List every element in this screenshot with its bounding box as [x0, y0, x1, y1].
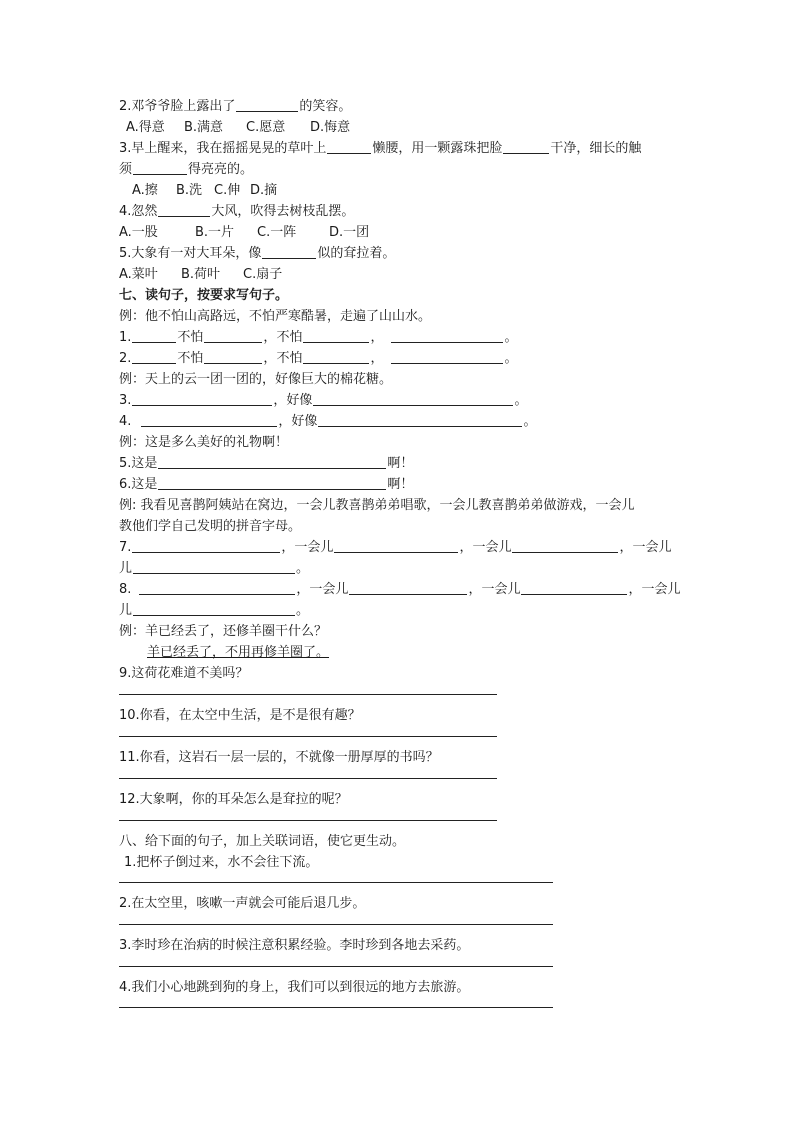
- s5-a: 啊！: [387, 456, 414, 471]
- q3-option-a: A.擦: [132, 183, 158, 198]
- q2-option-a: A.得意: [126, 120, 165, 135]
- s8-er: 儿: [119, 603, 133, 618]
- sentence-2: [119, 349, 517, 369]
- section-7-heading: 七、读句子，按要求写句子。: [119, 288, 289, 303]
- example-5-answer: 羊已经丢了，不用再修羊圈了。: [147, 645, 330, 660]
- s4-blank-2[interactable]: [318, 412, 522, 427]
- s6-lead: 6.这是: [119, 477, 158, 492]
- s8-number: 8.: [119, 582, 132, 597]
- q2-stem-b: 的笑容。: [299, 99, 352, 114]
- question-5: [119, 244, 395, 264]
- s2-bupa-1: 不怕: [177, 351, 204, 366]
- sentence-1: [119, 328, 517, 348]
- q4-option-a: A.一股: [119, 225, 158, 240]
- s7-blank-2[interactable]: [334, 538, 458, 553]
- q5-blank[interactable]: [262, 244, 316, 259]
- q3-stem-d: 须: [119, 162, 133, 177]
- q3-option-d: D.摘: [250, 183, 278, 198]
- s7-er: 儿: [119, 561, 133, 576]
- s8-yihuier-2: 一会儿: [481, 582, 521, 597]
- s1-comma-1: ，: [263, 330, 277, 345]
- s4-blank-1[interactable]: [141, 412, 277, 427]
- s2-blank-3[interactable]: [303, 349, 369, 364]
- q3-stem-e: 得亮亮的。: [188, 162, 254, 177]
- q2-stem-a: 2.邓爷爷脸上露出了: [119, 99, 236, 114]
- s8-question-4: 4.我们小心地跳到狗的身上，我们可以到很远的地方去旅游。: [119, 980, 470, 995]
- q2-option-d: D.悔意: [310, 120, 351, 135]
- s4-comma: ，: [278, 414, 292, 429]
- s1-blank-1[interactable]: [132, 328, 176, 343]
- s7-blank-1[interactable]: [132, 538, 280, 553]
- q4-stem-b: 大风，吹得去树枝乱摆。: [211, 204, 355, 219]
- sentence-4: [119, 412, 536, 432]
- s8-question-1: 1.把杯子倒过来，水不会往下流。: [124, 855, 319, 870]
- q2-options: [126, 118, 350, 138]
- sentence-3: [119, 391, 527, 411]
- q2-option-b: B.满意: [184, 120, 224, 135]
- q3-stem-b: 懒腰，用一颗露珠把脸: [372, 141, 503, 156]
- section-8-heading: 八、给下面的句子，加上关联词语，使它更生动。: [119, 834, 406, 849]
- s1-bupa-2: 不怕: [276, 330, 303, 345]
- s7-yihuier-3: 一会儿: [632, 540, 672, 555]
- s1-blank-3[interactable]: [303, 328, 369, 343]
- q3-option-c: C.伸: [214, 183, 241, 198]
- s2-blank-1[interactable]: [132, 349, 176, 364]
- s3-blank-1[interactable]: [132, 391, 272, 406]
- s8-q3-answer-line[interactable]: [119, 966, 553, 967]
- s2-comma-1: ，: [263, 351, 277, 366]
- s3-haoxiang: 好像: [286, 393, 313, 408]
- s7-yihuier-1: 一会儿: [294, 540, 334, 555]
- q9-answer-line[interactable]: [119, 694, 497, 695]
- s6-blank[interactable]: [158, 475, 386, 490]
- s3-period: 。: [514, 393, 528, 408]
- q4-options: [119, 223, 369, 243]
- q3-blank-1[interactable]: [327, 139, 371, 154]
- s7-comma-1: ，: [281, 540, 295, 555]
- q4-blank[interactable]: [158, 202, 210, 217]
- q2-option-c: C.愿意: [246, 120, 286, 135]
- q10-answer-line[interactable]: [119, 736, 497, 737]
- sentence-8: [119, 580, 681, 600]
- question-11: 11.你看，这岩石一层一层的，不就像一册厚厚的书吗？: [119, 750, 439, 765]
- example-2: 例：天上的云一团一团的，好像巨大的棉花糖。: [119, 372, 393, 387]
- s8-period: 。: [296, 603, 310, 618]
- sentence-7-cont: [119, 559, 309, 579]
- s2-number: 2.: [119, 351, 132, 366]
- s2-comma-2: ，: [370, 351, 384, 366]
- s1-blank-2[interactable]: [204, 328, 262, 343]
- example-1: 例：他不怕山高路远，不怕严寒酷暑，走遍了山山水。: [119, 309, 432, 324]
- q4-option-c: C.一阵: [257, 225, 297, 240]
- question-12: 12.大象啊，你的耳朵怎么是耷拉的呢？: [119, 792, 348, 807]
- example-4-line-1: 例: 我看见喜鹊阿姨站在窝边，一会儿教喜鹊弟弟唱歌，一会儿教喜鹊弟弟做游戏，一会儿: [119, 498, 635, 513]
- q3-blank-3[interactable]: [133, 160, 187, 175]
- q2-blank[interactable]: [236, 97, 298, 112]
- s7-blank-4[interactable]: [133, 559, 295, 574]
- q3-blank-2[interactable]: [503, 139, 549, 154]
- q4-stem-a: 4.忽然: [119, 204, 158, 219]
- q12-answer-line[interactable]: [119, 820, 497, 821]
- q5-stem-b: 似的耷拉着。: [317, 246, 396, 261]
- q5-option-a: A.菜叶: [119, 267, 158, 282]
- s8-q2-answer-line[interactable]: [119, 924, 553, 925]
- s7-number: 7.: [119, 540, 132, 555]
- question-9: 9.这荷花难道不美吗？: [119, 666, 249, 681]
- q3-stem-c: 干净，细长的触: [550, 141, 642, 156]
- s8-yihuier-1: 一会儿: [309, 582, 349, 597]
- s3-comma: ，: [273, 393, 287, 408]
- s8-yihuier-3: 一会儿: [641, 582, 681, 597]
- question-3: [119, 139, 641, 159]
- question-4: [119, 202, 354, 222]
- s1-comma-2: ，: [370, 330, 384, 345]
- q11-answer-line[interactable]: [119, 778, 497, 779]
- s7-yihuier-2: 一会儿: [472, 540, 512, 555]
- q5-options: [119, 265, 282, 285]
- question-3-cont: [119, 160, 253, 180]
- q3-option-b: B.洗: [176, 183, 203, 198]
- s7-comma-2: ，: [459, 540, 473, 555]
- sentence-7: [119, 538, 672, 558]
- s2-bupa-2: 不怕: [276, 351, 303, 366]
- q4-option-b: B.一片: [195, 225, 235, 240]
- s8-q1-answer-line[interactable]: [119, 882, 553, 883]
- q5-option-b: B.荷叶: [181, 267, 221, 282]
- s8-blank-2[interactable]: [349, 580, 467, 595]
- s3-blank-2[interactable]: [313, 391, 513, 406]
- q3-options: [132, 181, 277, 201]
- s8-q4-answer-line[interactable]: [119, 1007, 553, 1008]
- q4-option-d: D.一团: [329, 225, 370, 240]
- s6-a: 啊！: [387, 477, 414, 492]
- sentence-5: [119, 454, 413, 474]
- s4-haoxiang: 好像: [291, 414, 318, 429]
- s7-comma-3: ，: [619, 540, 633, 555]
- sentence-8-cont: [119, 601, 309, 621]
- question-2: [119, 97, 351, 117]
- q3-stem-a: 3.早上醒来，我在摇摇晃晃的草叶上: [119, 141, 327, 156]
- s7-blank-3[interactable]: [512, 538, 618, 553]
- s4-number: 4.: [119, 414, 132, 429]
- s5-blank[interactable]: [158, 454, 386, 469]
- s3-number: 3.: [119, 393, 132, 408]
- sentence-6: [119, 475, 413, 495]
- example-4-line-2: 教他们学自己发明的拼音字母。: [119, 519, 302, 534]
- q5-stem-a: 5.大象有一对大耳朵，像: [119, 246, 262, 261]
- s1-number: 1.: [119, 330, 132, 345]
- s8-comma-2: ，: [468, 582, 482, 597]
- s8-blank-4[interactable]: [133, 601, 295, 616]
- s8-blank-1[interactable]: [139, 580, 295, 595]
- s8-question-2: 2.在太空里，咳嗽一声就会可能后退几步。: [119, 896, 366, 911]
- s4-period: 。: [523, 414, 537, 429]
- s2-period: 。: [504, 351, 518, 366]
- s8-comma-3: ，: [628, 582, 642, 597]
- s1-bupa-1: 不怕: [177, 330, 204, 345]
- s8-blank-3[interactable]: [521, 580, 627, 595]
- q5-option-c: C.扇子: [243, 267, 283, 282]
- example-3: 例：这是多么美好的礼物啊！: [119, 435, 289, 450]
- s1-blank-4[interactable]: [391, 328, 503, 343]
- s5-lead: 5.这是: [119, 456, 158, 471]
- s8-question-3: 3.李时珍在治病的时候注意积累经验。李时珍到各地去采药。: [119, 938, 470, 953]
- s1-period: 。: [504, 330, 518, 345]
- s8-comma-1: ，: [296, 582, 310, 597]
- question-10: 10.你看，在太空中生活，是不是很有趣？: [119, 708, 361, 723]
- s2-blank-4[interactable]: [391, 349, 503, 364]
- s7-period: 。: [296, 561, 310, 576]
- example-5: 例：羊已经丢了，还修羊圈干什么？: [119, 624, 328, 639]
- s2-blank-2[interactable]: [204, 349, 262, 364]
